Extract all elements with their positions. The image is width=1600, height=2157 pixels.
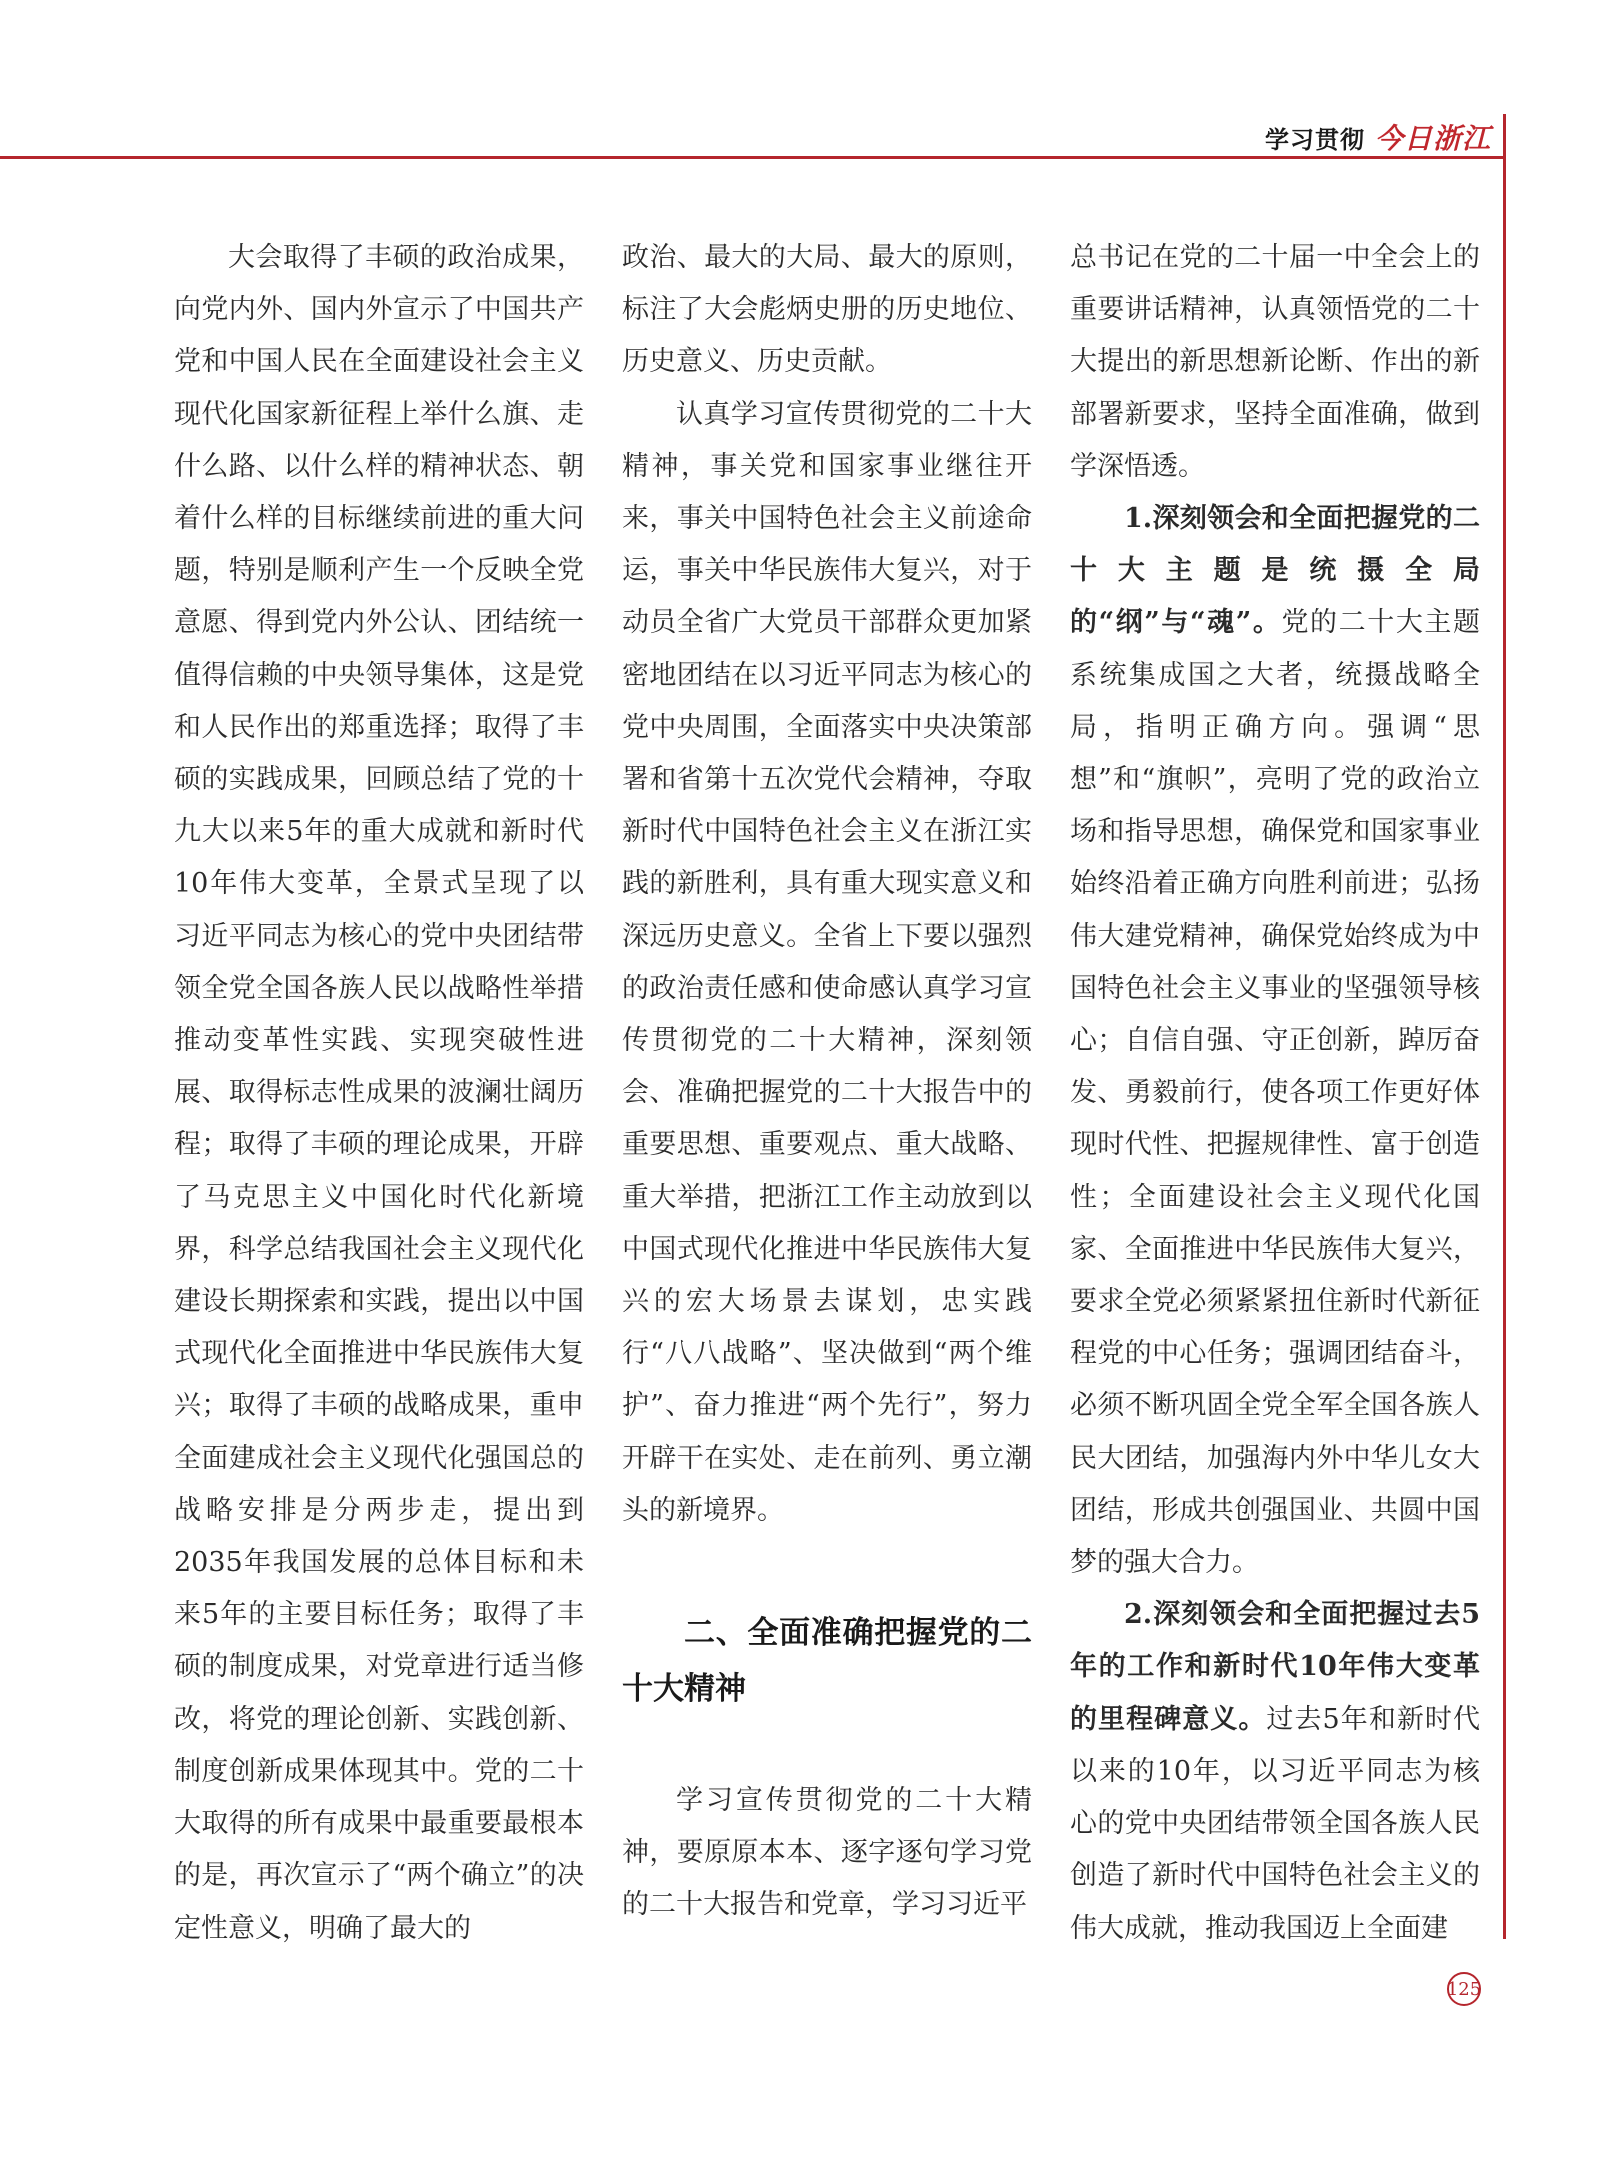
numbered-item <box>1070 1589 1480 1954</box>
section-label: 学习贯彻 <box>1264 125 1365 154</box>
numbered-item <box>1070 493 1480 1589</box>
right-margin-rule <box>1503 114 1506 1939</box>
item-body: 过去5年和新时代以来的10年，以习近平同志为核心的党中央团结带领全国各族人民创造了新时代中国特色社会主义的伟大成就，推动我国迈上全面建 <box>1070 1703 1480 1944</box>
header-divider <box>0 156 1506 159</box>
paragraph: 大会取得了丰硕的政治成果，向党内外、国内外宣示了中国共产党和中国人民在全面建设社会主义现代化国家新征程上举什么旗、走什么路、以什么样的精神状态、朝着什么样的目标继续前进的重大问题，特别是顺利产生一个反映全党意愿、得到党内外公认、团结统一值得信赖的中央领导集体，这是党和人民作出的郑重选择；取得了丰硕的实践成果，回顾总结了党的十九大以来5年的重大成就和新时代10年伟大变革，全景式呈现了以习近平同志为核心的党中央团结带领全党全国各族人民以战略性举措推动变革性实践、实现突破性进展、取得标志性成果的波澜壮阔历程；取得了丰硕的理论成果，开辟了马克思主义中国化时代化新境界，科学总结我国社会主义现代化建设长期探索和实践，提出以中国式现代化全面推进中华民族伟大复兴；取得了丰硕的战略成果，重申全面建成社会主义现代化强国总的战略安排是分两步走，提出到2035年我国发展的总体目标和未来5年的主要目标任务；取得了丰硕的制度成果，对党章进行适当修改，将党的理论创新、实践创新、制度创新成果体现其中。党的二十大取得的所有成果中最重要最根本的是，再次宣示了“两个确立”的决定性意义，明确了最大的 <box>174 242 584 1944</box>
paragraph-continued: 总书记在党的二十届一中全会上的重要讲话精神，认真领悟党的二十大提出的新思想新论断、作出的新部署新要求，坚持全面准确，做到学深悟透。 <box>1070 242 1480 482</box>
item-heading: 1.深刻领会和全面把握党的二十大主题是统摄全局的“纲”与“魂”。 <box>1070 503 1480 639</box>
item-body: 党的二十大主题系统集成国之大者，统摄战略全局，指明正确方向。强调“思想”和“旗帜”，亮明了党的政治立场和指导思想，确保党和国家事业始终沿着正确方向胜利前进；弘扬伟大建党精神，确保党始终成为中国特色社会主义事业的坚强领导核心；自信自强、守正创新，踔厉奋发、勇毅前行，使各项工作更好体现时代性、把握规律性、富于创造性；全面建设社会主义现代化国家、全面推进中华民族伟大复兴，要求全党必须紧紧扭住新时代新征程党的中心任务；强调团结奋斗，必须不断巩固全党全军全国各族人民大团结，加强海内外中华儿女大团结，形成共创强国业、共圆中国梦的强大合力。 <box>1070 607 1481 1579</box>
text-column-2 <box>622 232 1032 1932</box>
paragraph-continued: 政治、最大的大局、最大的原则，标注了大会彪炳史册的历史地位、历史意义、历史贡献。 <box>622 242 1032 378</box>
text-column-1 <box>174 232 584 1955</box>
item-heading: 2.深刻领会和全面把握过去5年的工作和新时代10年伟大变革的里程碑意义。 <box>1070 1599 1480 1735</box>
section-heading: 二、全面准确把握党的二十大精神 <box>622 1615 1032 1708</box>
paragraph: 学习宣传贯彻党的二十大精神，要原原本本、逐字逐句学习党的二十大报告和党章，学习习近平 <box>622 1785 1032 1921</box>
brand-logo: 今日浙江 <box>1374 122 1491 155</box>
paragraph: 认真学习宣传贯彻党的二十大精神，事关党和国家事业继往开来，事关中国特色社会主义前途命运，事关中华民族伟大复兴，对于动员全省广大党员干部群众更加紧密地团结在以习近平同志为核心的党中央周围，全面落实中央决策部署和省第十五次党代会精神，夺取新时代中国特色社会主义在浙江实践的新胜利，具有重大现实意义和深远历史意义。全省上下要以强烈的政治责任感和使命感认真学习宣传贯彻党的二十大精神，深刻领会、准确把握党的二十大报告中的重要思想、重要观点、重大战略、重大举措，把浙江工作主动放到以中国式现代化推进中华民族伟大复兴的宏大场景去谋划，忠实践行“八八战略”、坚决做到“两个维护”、奋力推进“两个先行”，努力开辟干在实处、走在前列、勇立潮头的新境界。 <box>622 398 1032 1526</box>
text-column-3 <box>1070 232 1480 1955</box>
page-number: 125 <box>1447 1972 1481 2006</box>
running-header <box>1265 120 1491 154</box>
